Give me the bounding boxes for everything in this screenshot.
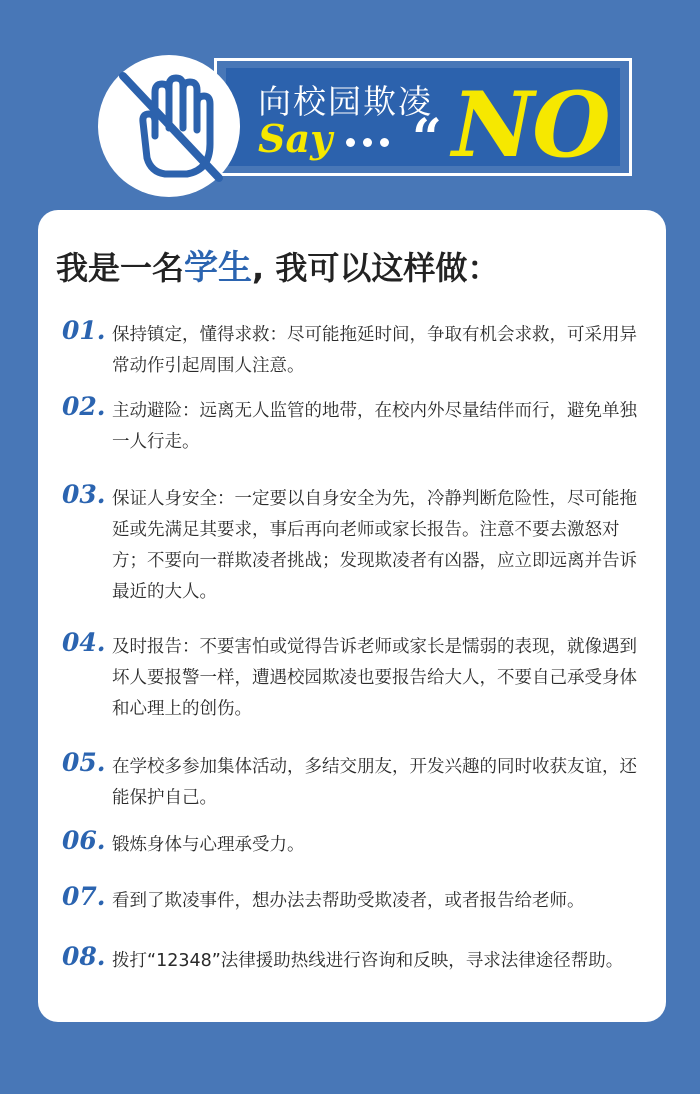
list-item <box>62 882 652 917</box>
item-number: 07. <box>62 882 106 911</box>
item-text: 及时报告：不要害怕或觉得告诉老师或家长是懦弱的表现，就像遇到坏人要报警一样，遭遇校园欺凌也要报告给大人，不要自己承受身体和心理上的创伤。 <box>112 637 637 719</box>
item-number: 04. <box>62 628 106 657</box>
item-number: 02. <box>62 392 106 421</box>
item-number: 03. <box>62 480 106 509</box>
list-item <box>62 316 652 382</box>
item-number: 08. <box>62 942 106 971</box>
list-item <box>62 826 652 861</box>
list-item <box>62 480 652 608</box>
list-item <box>62 392 652 458</box>
item-number: 01. <box>62 316 106 345</box>
title-accent: 学生 <box>184 248 253 288</box>
say-word: Say <box>258 116 333 161</box>
title-suffix: , 我可以这样做： <box>252 249 500 287</box>
crossed-out-hand-icon <box>109 66 229 186</box>
advice-card <box>38 210 666 1022</box>
item-text: 保持镇定，懂得求救：尽可能拖延时间，争取有机会求救，可采用异常动作引起周围人注意。 <box>112 325 637 376</box>
card-title <box>56 240 499 289</box>
item-text: 保证人身安全：一定要以自身安全为先，冷静判断危险性，尽可能拖延或先满足其要求，事后再向老师或家长报告。注意不要去激怒对方；不要向一群欺凌者挑战；发现欺凌者有凶器，应立即远离并告诉最近的大人。 <box>112 489 637 602</box>
ellipsis-dots <box>346 138 389 147</box>
logo-badge <box>98 55 240 197</box>
item-number: 05. <box>62 748 106 777</box>
list-item <box>62 748 652 814</box>
banner-subtitle: 向校园欺凌 <box>258 82 433 121</box>
title-prefix: 我是一名 <box>56 249 185 287</box>
item-text: 在学校多参加集体活动，多结交朋友，开发兴趣的同时收获友谊，还能保护自己。 <box>112 757 637 808</box>
list-item <box>62 628 652 725</box>
item-text: 主动避险：远离无人监管的地带，在校内外尽量结伴而行，避免单独一人行走。 <box>112 401 637 452</box>
quote-mark: “ <box>412 108 442 169</box>
item-text: 锻炼身体与心理承受力。 <box>112 835 305 855</box>
list-item <box>62 942 652 977</box>
item-text: 拨打“12348”法律援助热线进行咨询和反映，寻求法律途径帮助。 <box>112 951 624 971</box>
no-word: NO <box>452 72 609 178</box>
item-text: 看到了欺凌事件，想办法去帮助受欺凌者，或者报告给老师。 <box>112 891 585 911</box>
item-number: 06. <box>62 826 106 855</box>
